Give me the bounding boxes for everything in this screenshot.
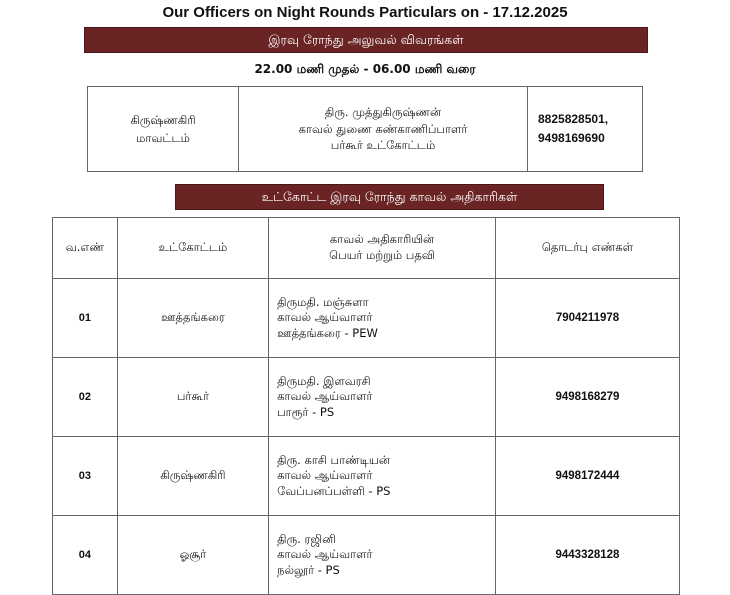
officer-name: திருமதி. மஞ்சுளா <box>277 294 369 309</box>
row-officer <box>269 437 496 516</box>
row-phone: 9498172444 <box>495 437 679 516</box>
officer-name: திருமதி. இளவரசி <box>277 373 371 388</box>
row-sno: 01 <box>53 279 118 358</box>
officer-rank: காவல் ஆய்வாளர் <box>277 310 373 325</box>
row-subdivision: ஊத்தங்கரை <box>117 279 268 358</box>
row-phone: 9498168279 <box>495 358 679 437</box>
officer-line: காவல் துணை கண்காணிப்பாளர் <box>298 121 468 136</box>
subdivision-officers-table <box>52 217 680 595</box>
table-row <box>53 358 680 437</box>
table-row <box>53 516 680 595</box>
header-subdivision: உட்கோட்டம் <box>117 218 268 279</box>
district-line: கிருஷ்ணகிரி <box>130 112 196 127</box>
district-officer-cell <box>239 87 528 172</box>
row-officer <box>269 516 496 595</box>
row-sno: 03 <box>53 437 118 516</box>
row-subdivision: ஓசூர் <box>117 516 268 595</box>
row-officer <box>269 279 496 358</box>
header-officer <box>269 218 496 279</box>
row-subdivision: பர்கூர் <box>117 358 268 437</box>
officer-station: வேப்பனப்பள்ளி - PS <box>277 483 391 498</box>
table-row <box>53 279 680 358</box>
district-officer-table <box>87 86 643 172</box>
night-rounds-banner: இரவு ரோந்து அலுவல் விவரங்கள் <box>84 27 648 53</box>
header-sno: வ.எண் <box>53 218 118 279</box>
district-line: மாவட்டம் <box>136 131 190 145</box>
district-phone-cell <box>528 87 643 172</box>
row-sno: 02 <box>53 358 118 437</box>
row-officer <box>269 358 496 437</box>
row-sno: 04 <box>53 516 118 595</box>
time-range: 22.00 மணி முதல் - 06.00 மணி வரை <box>254 62 476 76</box>
subdivision-officers-banner: உட்கோட்ட இரவு ரோந்து காவல் அதிகாரிகள் <box>175 184 604 210</box>
phone-line: 9498169690 <box>538 131 605 145</box>
district-cell <box>88 87 239 172</box>
district-officer-row <box>88 87 643 172</box>
officer-line: திரு. முத்துகிருஷ்ணன் <box>324 104 442 119</box>
row-subdivision: கிருஷ்ணகிரி <box>117 437 268 516</box>
table-header-row <box>53 218 680 279</box>
table-row <box>53 437 680 516</box>
officer-station: நல்லூர் - PS <box>277 562 340 577</box>
officer-line: பர்கூர் உட்கோட்டம் <box>330 138 436 153</box>
officer-station: ஊத்தங்கரை - PEW <box>277 325 378 340</box>
header-officer-line: காவல் அதிகாரியின் <box>329 232 435 246</box>
officer-rank: காவல் ஆய்வாளர் <box>277 468 373 483</box>
officer-rank: காவல் ஆய்வாளர் <box>277 389 373 404</box>
officer-rank: காவல் ஆய்வாளர் <box>277 547 373 562</box>
header-contact: தொடர்பு எண்கள் <box>495 218 679 279</box>
page-title: Our Officers on Night Rounds Particulars on - 17.12.2025 <box>162 4 568 21</box>
officer-station: பாரூர் - PS <box>277 404 335 419</box>
officer-name: திரு. காசி பாண்டியன் <box>277 452 390 467</box>
header-officer-line: பெயர் மற்றும் பதவி <box>329 248 435 262</box>
officer-name: திரு. ரஜினி <box>277 531 336 546</box>
row-phone: 7904211978 <box>495 279 679 358</box>
phone-line: 8825828501, <box>538 111 609 126</box>
row-phone: 9443328128 <box>495 516 679 595</box>
